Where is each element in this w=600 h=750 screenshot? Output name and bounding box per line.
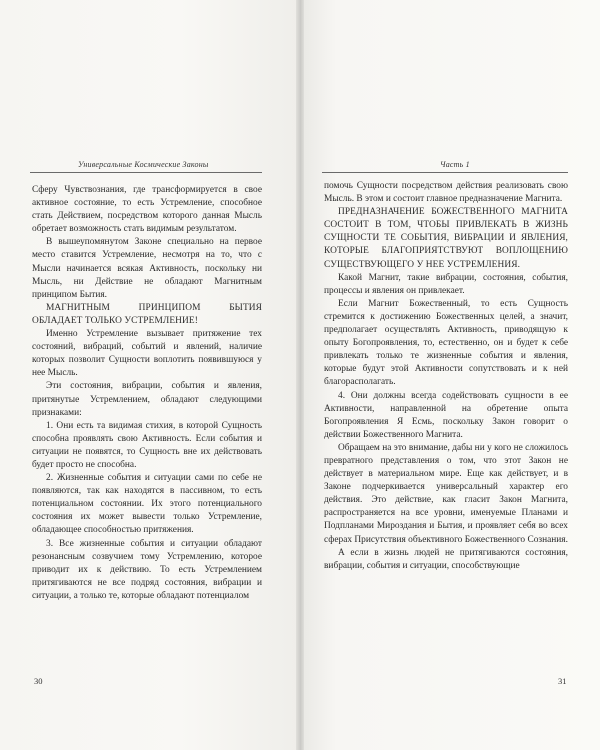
right-header-rule bbox=[322, 172, 568, 173]
right-paragraph-2-caps: ПРЕДНАЗНАЧЕНИЕ БОЖЕСТВЕННОГО МАГНИТА СОСТОИТ В ТОМ, ЧТОБЫ ПРИВЛЕКАТЬ В ЖИЗНЬ СУЩНОСТИ ТЕ СОБЫТИЯ, ВИБРАЦИИ И ЯВЛЕНИЯ, КОТОРЫЕ БЛАГОПРИЯТСТВУЮТ ВОПЛОЩЕНИЮ СУЩЕСТВУЮЩЕГО У НЕЕ УСТРЕМЛЕНИЯ. bbox=[324, 207, 568, 270]
right-paragraph-6: Обращаем на это внимание, дабы ни у кого не сложилось превратного представления о том, что этот Закон не действует в материальном мире. Еще как действует, и в Законе подчеркивается универсальный характер его действия. Это действие, как гласит Закон Магнита, распространяется на все уровни, именуемые Планами и Подпланами Мироздания и Бытия, и проявляет себя во всех сферах Присутствия объективного Божественного Сознания. bbox=[324, 442, 568, 545]
left-page-number: 30 bbox=[34, 676, 43, 686]
right-paragraph-1: помочь Сущности посредством действия реализовать свою Мысль. В этом и состоит главное предназначение Магнита. bbox=[324, 181, 568, 205]
left-header-rule bbox=[30, 172, 262, 173]
left-paragraph-5: Эти состояния, вибрации, события и явления, притянутые Устремлением, обладают следующими признаками: bbox=[32, 381, 262, 418]
left-paragraph-4: Именно Устремление вызывает притяжение тех состояний, вибраций, событий и явлений, наличие которых позволит Сущности воплотить появившуюся у нее Мысль. bbox=[32, 329, 262, 379]
right-paragraph-4: Если Магнит Божественный, то есть Сущность стремится к достижению Божественных целей, а значит, предполагает осуществлять Активность, приводящую к опыту Богопроявления, то, естественно, он и будет к себе привлекать только те жизненные события и явления, которые будут этой Активности сопутствовать и к ней благорасполагать. bbox=[324, 298, 568, 388]
left-running-head: Универсальные Космические Законы bbox=[78, 160, 209, 169]
left-paragraph-3-caps: МАГНИТНЫМ ПРИНЦИПОМ БЫТИЯ ОБЛАДАЕТ ТОЛЬКО УСТРЕМЛЕНИЕ! bbox=[32, 302, 262, 326]
left-text-block bbox=[32, 184, 262, 603]
left-paragraph-7: 2. Жизненные события и ситуации сами по себе не появляются, так как находятся в пассивном, то есть потенциальном состоянии. Их этого потенциального состояния их может вывести только Устремление, обладающее способностью притяжения. bbox=[32, 473, 262, 536]
left-paragraph-8: 3. Все жизненные события и ситуации обладают резонансным созвучием тому Устремлению, которое приводит их к действию. То есть Устремлением притягиваются не все подряд состояния, вибрации и ситуации, а только те, которые обладают потенциалом bbox=[32, 538, 262, 601]
book-gutter bbox=[296, 0, 304, 750]
left-paragraph-1: Сферу Чувствознания, где трансформируется в свое активное состояние, то есть Устремление, способное стать Действием, посредством которого данная Мысль обретает возможность стать видимым результатом. bbox=[32, 185, 262, 235]
left-paragraph-2: В вышеупомянутом Законе специально на первое место ставится Устремление, несмотря на то, что с Мысли начинается всякая Активность, поскольку ни Мысль, ни Действие не обладают Магнитным принципом Бытия. bbox=[32, 237, 262, 300]
right-page-number: 31 bbox=[558, 676, 567, 686]
right-running-head: Часть 1 bbox=[440, 160, 470, 169]
right-page bbox=[300, 0, 600, 750]
right-paragraph-7: А если в жизнь людей не притягиваются состояния, вибрации, события и ситуации, способствующие bbox=[324, 547, 568, 571]
right-text-block bbox=[324, 180, 568, 573]
right-paragraph-3: Какой Магнит, такие вибрации, состояния, события, процессы и явления он привлекает. bbox=[324, 272, 568, 296]
left-paragraph-6: 1. Они есть та видимая стихия, в которой Сущность способна проявлять свою Активность. Если события и ситуации не появятся, то Сущность вне их действовать будет просто не способна. bbox=[32, 420, 262, 470]
right-paragraph-5: 4. Они должны всегда содействовать сущности в ее Активности, направленной на обретение опыта Богопроявления Я Есмь, поскольку Закон говорит о действии Божественного Магнита. bbox=[324, 390, 568, 440]
